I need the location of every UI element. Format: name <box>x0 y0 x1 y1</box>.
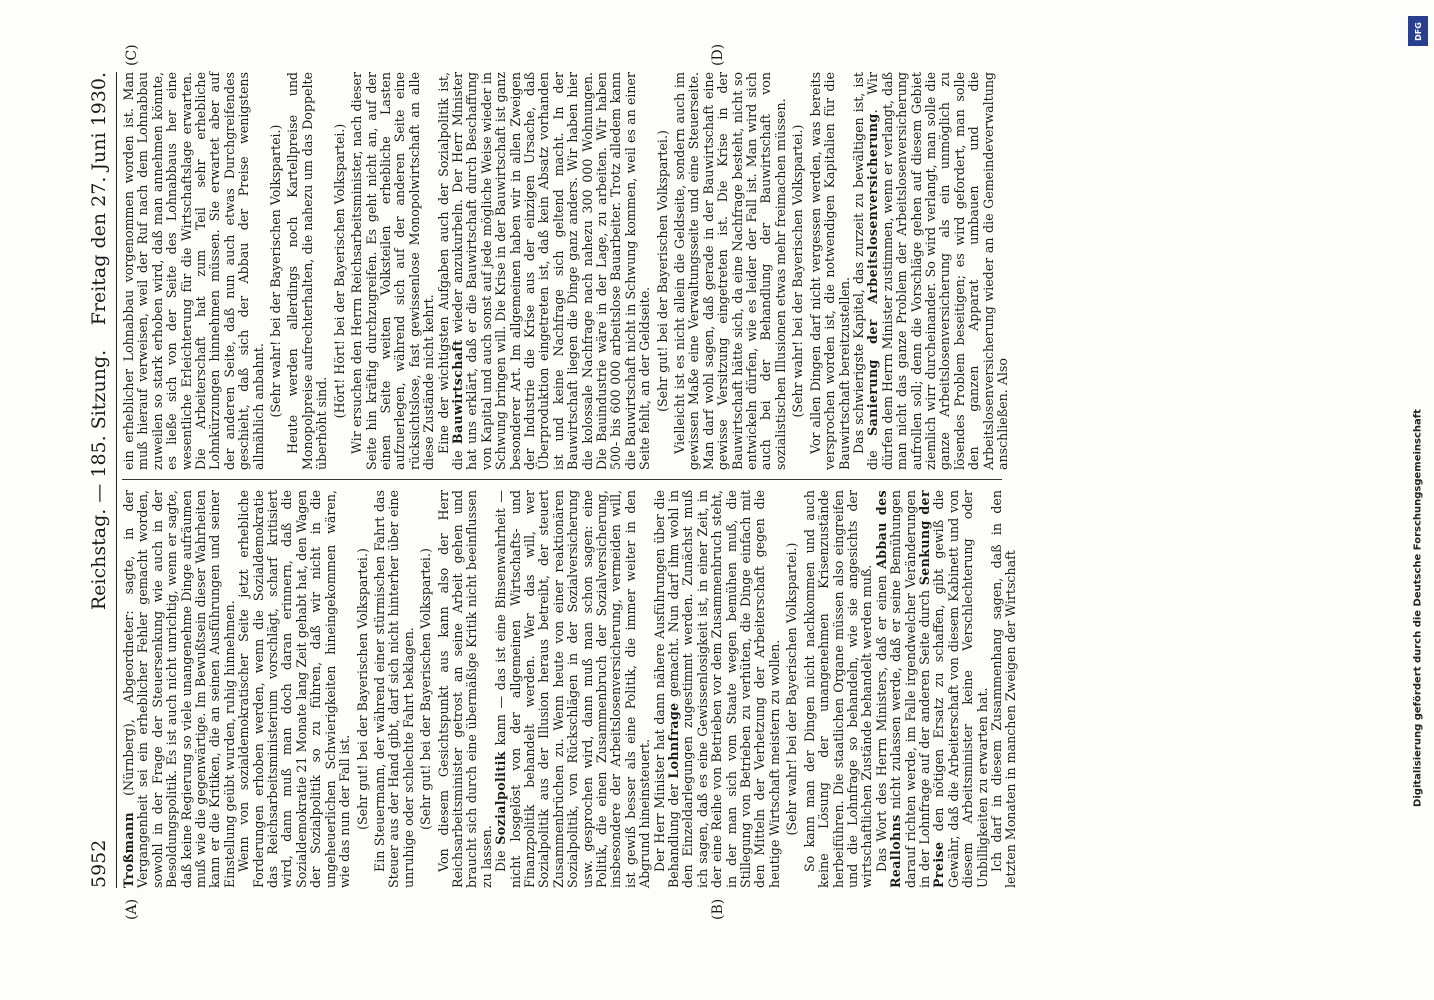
paragraph: So kann man der Dingen nicht nachkommen und auch keine Lösung der unangenehmen Krisenzustände herbeiführen. Die staatlichen Organe müssen also eingreifen und die Lohnfrage so behandeln, wie sie angesichts der wirtschaftlichen Zustände behandelt werden muß. <box>801 490 875 888</box>
interjection: (Hört! Hört! bei der Bayerischen Volkspartei.) <box>331 123 347 419</box>
paragraph: Der Herr Minister hat dann nähere Ausführungen über die Behandlung der Lohnfrage gemacht. Nun darf ihm wohl in den Einzeldarlegungen zugestimmt werden. Zunächst muß ich sagen, daß es eine Gewissenlosigkeit ist, in einer Zeit, in der eine Reihe von Betrieben vor dem Zusammenbruch steht, in der man sich vom Staate wegen bemühen muß, die Stillegung von Betrieben zu verhüten, die Dinge einfach mit den Mitteln der Verhetzung der Arbeiterschaft gegen die heutige Wirtschaft meistern zu wollen. <box>651 490 782 888</box>
interjection: (Sehr wahr! bei der Bayerischen Volkspartei.) <box>790 124 806 418</box>
interjection: (Sehr gut! bei der Bayerischen Volkspartei.) <box>418 548 434 830</box>
keyword-abbau-reallohns: Abbau des Reallohns <box>873 489 904 888</box>
paragraph: Eine der wichtigsten Aufgaben auch der Sozialpolitik ist, die Bauwirtschaft wieder anzukurbeln. Der Herr Minister hat uns erklärt, daß er die Bauwirtschaft durch Beschaffung von Kapital und auch sonst auf jede mögliche Weise wieder in Schwung bringen will. Die Krise in der Bauwirtschaft ist ganz besonderer Art. Im allgemeinen haben wir in allen Zweigen der Industrie die Krise aus der einzigen Ursache, daß Überproduktion eingetreten ist, daß kein Absatz vorhanden ist und keine Nachfrage sich geltend macht. In der Bauwirtschaft liegen die Dinge ganz anders. Wir haben hier die kolossale Nachfrage nach nahezu 300 000 Wohnungen. Die Bauindustrie wäre in der Lage, zu arbeiten. Wir haben 500- bis 600 000 arbeitslose Bauarbeiter. Trotz alledem kann die Bauwirtschaft nicht in Schwung kommen, weil es an einer Seite fehlt, an der Geldseite. <box>435 71 653 470</box>
margin-marker-b: (B) <box>710 898 726 920</box>
page-header <box>88 72 114 888</box>
paragraph: Ich darf in diesem Zusammenhang sagen, daß in den letzten Monaten in manchen Zweigen der Wirtschaft <box>988 490 1019 888</box>
interjection: (Sehr gut! bei der Bayerischen Volkspartei.) <box>354 548 370 830</box>
paragraph: Das Wort des Herrn Ministers, daß er einen Abbau des Reallohns nicht zulassen werde, daß er seine Bemühungen darauf richten werde, im Falle irgendwelcher Veränderungen in der Lohnfrage auf der anderen Seite durch Senkung der Preise den nötigen Ersatz zu schaffen, gibt gewiß die Gewähr, daß die Arbeiterschaft von diesem Kabinett und von diesem Arbeitsminister keine Verschlechterung oder Unbilligkeiten zu erwarten hat. <box>873 489 990 888</box>
speaker-note: (Nürnberg), Abgeordneter: <box>121 610 136 796</box>
paragraph: Wenn von sozialdemokratischer Seite jetzt erhebliche Forderungen erhoben werden, wenn die Sozialdemokratie das Reichsarbeitsministerium vorschlägt, scharf kritisiert wird, dann muß man doch daran erinnern, daß die Sozialdemokratie 21 Monate lang Zeit gehabt hat, den Wagen der Sozialpolitik so zu führen, daß wir nicht in die ungeheuerlichen Schwierigkeiten hineingekommen wären, wie das nun der Fall ist. <box>236 490 353 888</box>
keyword-sozialpolitik: Sozialpolitik <box>493 751 509 845</box>
paragraph: Heute werden allerdings noch Kartellpreise und Monopolpreise aufrechterhalten, die nahezu um das Doppelte überhöht sind. <box>285 72 330 470</box>
interjection: (Sehr wahr! bei der Bayerischen Volkspartei.) <box>268 124 284 418</box>
digitization-credit <box>1405 8 1431 992</box>
page-number: 5952 <box>88 839 110 888</box>
paragraph: ein erheblicher Lohnabbau vorgenommen worden ist. Man muß hierauf verweisen, weil der Ruf nach dem Lohnabbau zuweilen so stark erhoben wird, daß man annehmen könnte, es ließe sich von der Seite des Lohnabbaus her eine wesentliche Erleichterung für die Wirtschaftslage erwarten. Die Arbeiterschaft hat zum Teil sehr erhebliche Lohnkürzungen hinnehmen müssen. Sie erwartet aber auf der anderen Seite, daß nun auch etwas Durchgreifendes geschieht, daß sich der Abbau der Preise wenigstens allmählich anbahnt. <box>121 72 266 470</box>
right-column <box>122 72 1010 470</box>
keyword-sanierung-arbeitslosenversicherung: Sanierung der Arbeitslosenversicherung <box>865 113 881 436</box>
session-date: Freitag den 27. Juni 1930. <box>88 72 110 326</box>
paragraph: Vielleicht ist es nicht allein die Geldseite, sondern auch im gewissen Maße eine Verwaltungsseite und eine Steuerseite. Man darf wohl sagen, daß gerade in der Bauwirtschaft eine gewisse Versitzung eingetreten ist. Die Krise in der Bauwirtschaft hätte sich, da eine Nachfrage besteht, nicht so entwickeln dürfen, wie es leider der Fall ist. Man wird sich auch bei der Behandlung der Bauwirtschaft von sozialistischen Illusionen etwas mehr freimachen müssen. <box>672 72 788 470</box>
interjection: (Sehr wahr! bei der Bayerischen Volkspartei.) <box>784 542 800 836</box>
interjection: (Sehr gut! bei der Bayerischen Volkspartei.) <box>654 130 670 412</box>
header-rule <box>116 72 117 888</box>
paragraph: Ein Steuermann, der während einer stürmischen Fahrt das Steuer aus der Hand gibt, darf sich nicht hinterher über eine unruhige oder schlechte Fahrt beklagen. <box>371 490 416 888</box>
paragraph: Vor allen Dingen darf nicht vergessen werden, was bereits versprochen worden ist, die notwendigen Kapitalien für die Bauwirtschaft bereitzustellen. <box>807 72 852 470</box>
speaker-name: Troßmann <box>121 811 136 888</box>
column-divider <box>122 479 1002 480</box>
margin-marker-c: (C) <box>124 44 140 66</box>
keyword-senkung-preise: Senkung der Preise <box>916 490 947 888</box>
credit-text: Digitalisierung gefördert durch die Deutsche Forschungsgemeinschaft <box>1412 409 1424 807</box>
dfg-logo-icon: DFG <box>1408 16 1428 46</box>
paragraph: Troßmann (Nürnberg), Abgeordneter: sagte, in der Vergangenheit sei ein erheblicher Fehler gemacht worden, sowohl in der Frage der Steuersenkung wie auch in der Besoldungspolitik. Es ist auch nicht unrichtig, wenn er sagte, daß keine Regierung so viele unangenehme Dinge aufräumen muß wie die gegenwärtige. Im Bewußtsein dieser Wahrheiten kann er die Kritiken, die an seinen Ausführungen und seiner Einstellung geübt wurden, ruhig hinnehmen. <box>121 489 237 888</box>
session-title: Reichstag. — 185. Sitzung. <box>88 349 110 611</box>
keyword-lohnfrage: Lohnfrage <box>666 702 682 779</box>
paragraph: Das schwierigste Kapitel, das zurzeit zu bewältigen ist, ist die Sanierung der Arbeitslosenversicherung. Wir dürfen dem Herrn Minister zustimmen, wenn er verlangt, daß man nicht das ganze Problem der Arbeitslosenversicherung aufrollen soll; denn die Vorschläge gehen auf diesem Gebiet ziemlich wirr durcheinander. So wird verlangt, man solle die ganze Arbeitslosenversicherung als ein unmöglich zu lösendes Problem beseitigen; es wird gefordert, man solle den ganzen Apparat umbauen und die Arbeitslosenversicherung wieder an die Gemeindeverwaltung anschließen. Also <box>850 72 1010 470</box>
margin-marker-a: (A) <box>124 898 140 920</box>
margin-marker-d: (D) <box>710 43 726 66</box>
left-column <box>122 490 1019 888</box>
paragraph: Wir ersuchen den Herrn Reichsarbeitsminister, nach dieser Seite hin kräftig durchzugreifen. Es geht nicht an, auf der einen Seite weiten Volksteilen erhebliche Lasten aufzuerlegen, während sich auf der anderen Seite eine rücksichtslose, fast gewissenlose Monopolwirtschaft an alle diese Zustände nicht kehrt. <box>349 72 437 470</box>
keyword-bauwirtschaft: Bauwirtschaft <box>449 339 465 445</box>
paragraph: Die Sozialpolitik kann — das ist eine Binsenwahrheit — nicht losgelöst von der allgemeinen Wirtschafts- und Finanzpolitik behandelt werden. Wer das will, wer Sozialpolitik aus der Illusion heraus betreibt, der steuert Zusammenbrüchen zu. Wenn heute von einer reaktionären Sozialpolitik, von Rückschlägen in der Sozialversicherung usw. gesprochen wird, dann muß man schon sagen: eine Politik, die einen Zusammenbruch der Sozialversicherung, insbesondere der Arbeitslosenversicherung, vermeiden will, ist gewiß besser als eine Politik, die immer weiter in den Abgrund hineinsteuert. <box>493 490 653 888</box>
paragraph: Von diesem Gesichtspunkt aus kann also der Herr Reichsarbeitsminister getrost an seine Arbeit gehen und braucht sich durch eine übermäßige Kritik nicht beeinflussen zu lassen. <box>435 490 494 888</box>
